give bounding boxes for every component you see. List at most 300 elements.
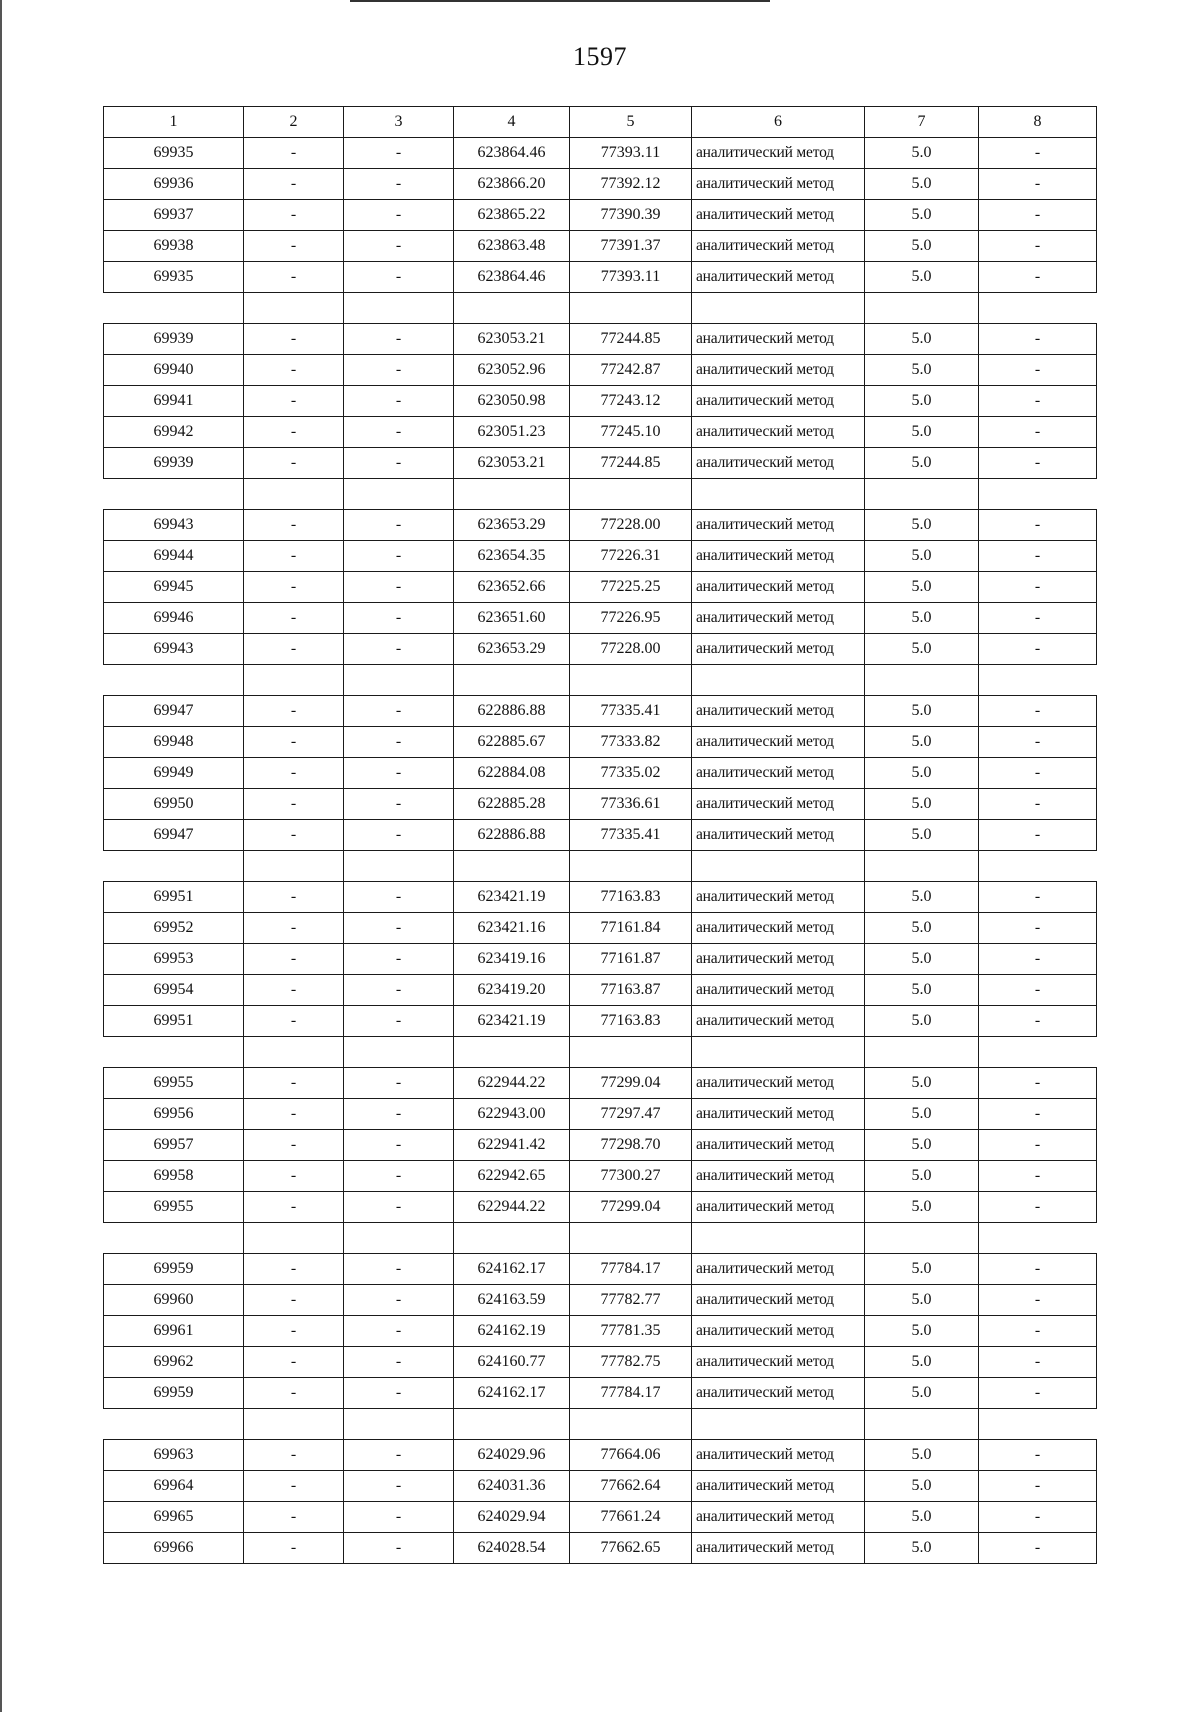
empty-cell [104,665,244,696]
y-coordinate-cell: 77244.85 [570,324,692,355]
empty-cell [865,1223,979,1254]
point-number-cell: 69964 [104,1471,244,1502]
group-separator-row [104,1409,1097,1440]
x-coordinate-cell: 624162.17 [454,1378,570,1409]
empty-cell [570,293,692,324]
col2-cell: - [244,1285,344,1316]
accuracy-cell: 5.0 [865,1161,979,1192]
col8-cell: - [979,727,1097,758]
method-cell: аналитический метод [692,603,865,634]
col2-cell: - [244,758,344,789]
table-row [104,138,1097,169]
col8-cell: - [979,882,1097,913]
empty-cell [979,479,1097,510]
col3-cell: - [344,417,454,448]
table-row [104,169,1097,200]
col8-cell: - [979,448,1097,479]
empty-cell [454,1223,570,1254]
col8-cell: - [979,386,1097,417]
x-coordinate-cell: 622884.08 [454,758,570,789]
y-coordinate-cell: 77161.87 [570,944,692,975]
empty-cell [979,1037,1097,1068]
table-row [104,1068,1097,1099]
column-header: 7 [865,107,979,138]
table-row [104,1316,1097,1347]
x-coordinate-cell: 623653.29 [454,510,570,541]
accuracy-cell: 5.0 [865,541,979,572]
y-coordinate-cell: 77336.61 [570,789,692,820]
empty-cell [344,479,454,510]
empty-cell [454,1037,570,1068]
empty-cell [344,293,454,324]
point-number-cell: 69951 [104,1006,244,1037]
col2-cell: - [244,138,344,169]
col3-cell: - [344,1068,454,1099]
method-cell: аналитический метод [692,1502,865,1533]
empty-cell [244,1037,344,1068]
empty-cell [244,479,344,510]
table-row [104,1006,1097,1037]
top-border-rule [350,0,770,2]
col8-cell: - [979,262,1097,293]
empty-cell [244,1409,344,1440]
empty-cell [344,665,454,696]
table-row [104,1130,1097,1161]
col8-cell: - [979,975,1097,1006]
empty-cell [979,665,1097,696]
y-coordinate-cell: 77228.00 [570,634,692,665]
col8-cell: - [979,758,1097,789]
col8-cell: - [979,541,1097,572]
y-coordinate-cell: 77393.11 [570,262,692,293]
col3-cell: - [344,262,454,293]
empty-cell [244,851,344,882]
table-row [104,1378,1097,1409]
col3-cell: - [344,882,454,913]
y-coordinate-cell: 77163.83 [570,1006,692,1037]
y-coordinate-cell: 77333.82 [570,727,692,758]
col3-cell: - [344,1254,454,1285]
col2-cell: - [244,386,344,417]
col8-cell: - [979,169,1097,200]
empty-cell [570,479,692,510]
group-separator-row [104,851,1097,882]
col3-cell: - [344,1471,454,1502]
y-coordinate-cell: 77300.27 [570,1161,692,1192]
x-coordinate-cell: 623053.21 [454,448,570,479]
col3-cell: - [344,1192,454,1223]
y-coordinate-cell: 77784.17 [570,1378,692,1409]
point-number-cell: 69953 [104,944,244,975]
col3-cell: - [344,1099,454,1130]
point-number-cell: 69938 [104,231,244,262]
empty-cell [865,293,979,324]
accuracy-cell: 5.0 [865,944,979,975]
col3-cell: - [344,324,454,355]
x-coordinate-cell: 623864.46 [454,138,570,169]
x-coordinate-cell: 623421.19 [454,882,570,913]
col2-cell: - [244,603,344,634]
empty-cell [865,1409,979,1440]
point-number-cell: 69958 [104,1161,244,1192]
accuracy-cell: 5.0 [865,975,979,1006]
x-coordinate-cell: 623050.98 [454,386,570,417]
empty-cell [692,479,865,510]
table-row [104,789,1097,820]
empty-cell [454,665,570,696]
table-row [104,510,1097,541]
col2-cell: - [244,448,344,479]
empty-cell [692,1223,865,1254]
table-row [104,386,1097,417]
y-coordinate-cell: 77298.70 [570,1130,692,1161]
col3-cell: - [344,820,454,851]
table-row [104,975,1097,1006]
empty-cell [244,665,344,696]
empty-cell [692,665,865,696]
col2-cell: - [244,1347,344,1378]
accuracy-cell: 5.0 [865,1006,979,1037]
empty-cell [344,1223,454,1254]
point-number-cell: 69956 [104,1099,244,1130]
empty-cell [979,1409,1097,1440]
accuracy-cell: 5.0 [865,138,979,169]
y-coordinate-cell: 77335.41 [570,696,692,727]
col3-cell: - [344,944,454,975]
col8-cell: - [979,1471,1097,1502]
col2-cell: - [244,510,344,541]
col2-cell: - [244,417,344,448]
col8-cell: - [979,231,1097,262]
group-separator-row [104,1037,1097,1068]
x-coordinate-cell: 623421.16 [454,913,570,944]
y-coordinate-cell: 77299.04 [570,1192,692,1223]
empty-cell [979,293,1097,324]
col8-cell: - [979,1440,1097,1471]
table-row [104,882,1097,913]
empty-cell [692,1037,865,1068]
accuracy-cell: 5.0 [865,1130,979,1161]
empty-cell [865,851,979,882]
method-cell: аналитический метод [692,975,865,1006]
method-cell: аналитический метод [692,510,865,541]
y-coordinate-cell: 77299.04 [570,1068,692,1099]
table-row [104,603,1097,634]
y-coordinate-cell: 77244.85 [570,448,692,479]
point-number-cell: 69935 [104,262,244,293]
method-cell: аналитический метод [692,758,865,789]
table-row [104,913,1097,944]
point-number-cell: 69943 [104,634,244,665]
table-row [104,1347,1097,1378]
col2-cell: - [244,1502,344,1533]
y-coordinate-cell: 77226.31 [570,541,692,572]
empty-cell [244,293,344,324]
col3-cell: - [344,200,454,231]
col8-cell: - [979,1378,1097,1409]
method-cell: аналитический метод [692,1254,865,1285]
col8-cell: - [979,510,1097,541]
col8-cell: - [979,572,1097,603]
x-coordinate-cell: 622885.28 [454,789,570,820]
col8-cell: - [979,324,1097,355]
column-header: 5 [570,107,692,138]
y-coordinate-cell: 77161.84 [570,913,692,944]
x-coordinate-cell: 623653.29 [454,634,570,665]
empty-cell [454,293,570,324]
table-row [104,448,1097,479]
empty-cell [454,479,570,510]
empty-cell [104,1223,244,1254]
point-number-cell: 69954 [104,975,244,1006]
col3-cell: - [344,1440,454,1471]
y-coordinate-cell: 77782.75 [570,1347,692,1378]
col3-cell: - [344,1502,454,1533]
point-number-cell: 69941 [104,386,244,417]
table-row [104,200,1097,231]
col8-cell: - [979,1099,1097,1130]
coordinates-table [103,106,1097,1564]
col8-cell: - [979,200,1097,231]
table-row [104,262,1097,293]
col2-cell: - [244,1068,344,1099]
method-cell: аналитический метод [692,820,865,851]
col3-cell: - [344,634,454,665]
accuracy-cell: 5.0 [865,1099,979,1130]
table-row [104,231,1097,262]
empty-cell [865,479,979,510]
col3-cell: - [344,975,454,1006]
empty-cell [104,851,244,882]
col3-cell: - [344,138,454,169]
empty-cell [104,479,244,510]
table-row [104,1161,1097,1192]
x-coordinate-cell: 624029.94 [454,1502,570,1533]
table-row [104,944,1097,975]
method-cell: аналитический метод [692,448,865,479]
point-number-cell: 69937 [104,200,244,231]
table-body [104,138,1097,1564]
point-number-cell: 69947 [104,696,244,727]
table-row [104,1192,1097,1223]
point-number-cell: 69945 [104,572,244,603]
empty-cell [454,1409,570,1440]
method-cell: аналитический метод [692,1471,865,1502]
y-coordinate-cell: 77390.39 [570,200,692,231]
accuracy-cell: 5.0 [865,231,979,262]
x-coordinate-cell: 624160.77 [454,1347,570,1378]
col3-cell: - [344,169,454,200]
point-number-cell: 69959 [104,1378,244,1409]
col2-cell: - [244,1006,344,1037]
table-row [104,727,1097,758]
col8-cell: - [979,1316,1097,1347]
accuracy-cell: 5.0 [865,572,979,603]
col3-cell: - [344,510,454,541]
col8-cell: - [979,355,1097,386]
y-coordinate-cell: 77784.17 [570,1254,692,1285]
column-header: 3 [344,107,454,138]
col3-cell: - [344,913,454,944]
accuracy-cell: 5.0 [865,417,979,448]
point-number-cell: 69950 [104,789,244,820]
y-coordinate-cell: 77163.83 [570,882,692,913]
x-coordinate-cell: 624028.54 [454,1533,570,1564]
accuracy-cell: 5.0 [865,758,979,789]
method-cell: аналитический метод [692,231,865,262]
table-row [104,572,1097,603]
x-coordinate-cell: 622943.00 [454,1099,570,1130]
col2-cell: - [244,324,344,355]
empty-cell [865,1037,979,1068]
col3-cell: - [344,572,454,603]
method-cell: аналитический метод [692,200,865,231]
x-coordinate-cell: 623419.20 [454,975,570,1006]
col3-cell: - [344,1285,454,1316]
y-coordinate-cell: 77391.37 [570,231,692,262]
col8-cell: - [979,1192,1097,1223]
x-coordinate-cell: 624162.17 [454,1254,570,1285]
col2-cell: - [244,541,344,572]
table-row [104,1440,1097,1471]
table-row [104,324,1097,355]
empty-cell [454,851,570,882]
method-cell: аналитический метод [692,634,865,665]
accuracy-cell: 5.0 [865,1254,979,1285]
method-cell: аналитический метод [692,1161,865,1192]
col8-cell: - [979,634,1097,665]
accuracy-cell: 5.0 [865,510,979,541]
x-coordinate-cell: 622944.22 [454,1192,570,1223]
col2-cell: - [244,1533,344,1564]
method-cell: аналитический метод [692,944,865,975]
x-coordinate-cell: 623652.66 [454,572,570,603]
accuracy-cell: 5.0 [865,696,979,727]
empty-cell [104,1409,244,1440]
accuracy-cell: 5.0 [865,262,979,293]
method-cell: аналитический метод [692,1378,865,1409]
x-coordinate-cell: 624031.36 [454,1471,570,1502]
method-cell: аналитический метод [692,541,865,572]
accuracy-cell: 5.0 [865,324,979,355]
x-coordinate-cell: 623421.19 [454,1006,570,1037]
x-coordinate-cell: 622944.22 [454,1068,570,1099]
accuracy-cell: 5.0 [865,169,979,200]
accuracy-cell: 5.0 [865,634,979,665]
col2-cell: - [244,634,344,665]
accuracy-cell: 5.0 [865,1378,979,1409]
method-cell: аналитический метод [692,169,865,200]
accuracy-cell: 5.0 [865,727,979,758]
col3-cell: - [344,1130,454,1161]
col2-cell: - [244,1471,344,1502]
col2-cell: - [244,1099,344,1130]
empty-cell [570,851,692,882]
col2-cell: - [244,696,344,727]
col3-cell: - [344,696,454,727]
accuracy-cell: 5.0 [865,1068,979,1099]
point-number-cell: 69963 [104,1440,244,1471]
accuracy-cell: 5.0 [865,913,979,944]
col3-cell: - [344,603,454,634]
x-coordinate-cell: 622886.88 [454,820,570,851]
col2-cell: - [244,1192,344,1223]
col3-cell: - [344,1006,454,1037]
accuracy-cell: 5.0 [865,1471,979,1502]
point-number-cell: 69939 [104,448,244,479]
col2-cell: - [244,944,344,975]
x-coordinate-cell: 624163.59 [454,1285,570,1316]
x-coordinate-cell: 623651.60 [454,603,570,634]
empty-cell [692,851,865,882]
table-row [104,1285,1097,1316]
empty-cell [104,293,244,324]
y-coordinate-cell: 77392.12 [570,169,692,200]
y-coordinate-cell: 77242.87 [570,355,692,386]
y-coordinate-cell: 77297.47 [570,1099,692,1130]
empty-cell [570,1409,692,1440]
column-header: 2 [244,107,344,138]
accuracy-cell: 5.0 [865,1285,979,1316]
method-cell: аналитический метод [692,1130,865,1161]
point-number-cell: 69935 [104,138,244,169]
point-number-cell: 69939 [104,324,244,355]
col8-cell: - [979,1285,1097,1316]
col2-cell: - [244,169,344,200]
y-coordinate-cell: 77661.24 [570,1502,692,1533]
y-coordinate-cell: 77228.00 [570,510,692,541]
col2-cell: - [244,820,344,851]
accuracy-cell: 5.0 [865,448,979,479]
empty-cell [692,293,865,324]
y-coordinate-cell: 77782.77 [570,1285,692,1316]
accuracy-cell: 5.0 [865,1347,979,1378]
method-cell: аналитический метод [692,882,865,913]
column-header: 8 [979,107,1097,138]
table-row [104,820,1097,851]
method-cell: аналитический метод [692,138,865,169]
x-coordinate-cell: 623863.48 [454,231,570,262]
col8-cell: - [979,820,1097,851]
col3-cell: - [344,1347,454,1378]
method-cell: аналитический метод [692,386,865,417]
y-coordinate-cell: 77335.02 [570,758,692,789]
table-row [104,541,1097,572]
x-coordinate-cell: 622942.65 [454,1161,570,1192]
method-cell: аналитический метод [692,355,865,386]
col8-cell: - [979,1502,1097,1533]
method-cell: аналитический метод [692,1099,865,1130]
empty-cell [344,1037,454,1068]
col8-cell: - [979,1533,1097,1564]
x-coordinate-cell: 623864.46 [454,262,570,293]
accuracy-cell: 5.0 [865,1533,979,1564]
col2-cell: - [244,355,344,386]
col3-cell: - [344,1533,454,1564]
point-number-cell: 69955 [104,1192,244,1223]
y-coordinate-cell: 77225.25 [570,572,692,603]
group-separator-row [104,479,1097,510]
table-row [104,1471,1097,1502]
col2-cell: - [244,200,344,231]
col2-cell: - [244,975,344,1006]
col8-cell: - [979,1006,1097,1037]
col3-cell: - [344,231,454,262]
method-cell: аналитический метод [692,1347,865,1378]
point-number-cell: 69951 [104,882,244,913]
method-cell: аналитический метод [692,1006,865,1037]
empty-cell [865,665,979,696]
